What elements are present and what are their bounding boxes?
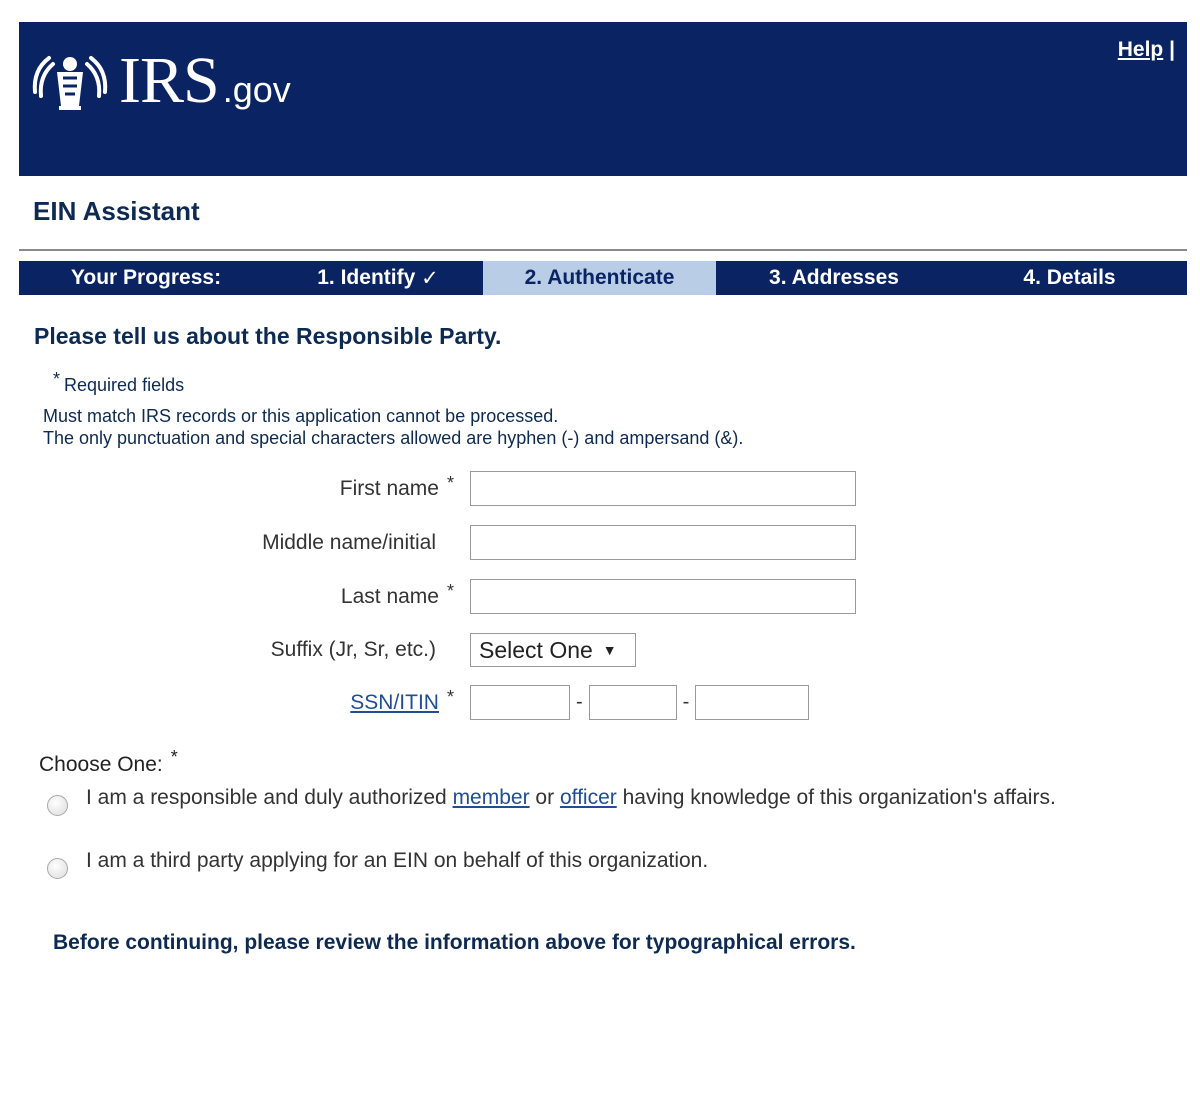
- progress-label: Your Progress:: [70, 266, 222, 289]
- option1-text-pre: I am a responsible and duly authorized: [86, 786, 453, 809]
- first-name-label-wrap: [19, 472, 454, 501]
- middle-name-label-wrap: [19, 531, 454, 555]
- option1-text-post: having knowledge of this organization's affairs.: [616, 786, 1056, 809]
- last-name-label: Last name: [340, 584, 439, 608]
- middle-name-label: Middle name/initial: [262, 530, 436, 554]
- option-third-party[interactable]: [47, 848, 1086, 879]
- first-name-row: [19, 471, 856, 506]
- choose-one-label: Choose One:: [39, 753, 163, 776]
- logo-gov-text: .gov: [222, 69, 291, 110]
- form-heading: Please tell us about the Responsible Party.: [34, 323, 502, 349]
- help-area: [1118, 38, 1175, 62]
- first-name-label: First name: [339, 476, 439, 500]
- progress-bar: [19, 261, 1187, 295]
- step-identify-label: 1. Identify: [317, 266, 416, 289]
- progress-step-details: 4. Details: [1023, 266, 1116, 289]
- suffix-selected-value: Select One: [479, 636, 593, 663]
- radio-third-party[interactable]: [47, 858, 68, 879]
- first-name-input[interactable]: [470, 471, 856, 506]
- site-header: [19, 22, 1187, 176]
- review-note: Before continuing, please review the information above for typographical errors.: [53, 931, 856, 954]
- middle-name-row: [19, 525, 856, 560]
- last-name-required-star: *: [446, 580, 454, 601]
- ssn-dash-1: -: [576, 691, 583, 713]
- ssn-required-star: *: [446, 686, 454, 707]
- option-responsible-member-text: [86, 785, 1086, 811]
- form-notes: [43, 405, 743, 449]
- last-name-row: [19, 579, 856, 614]
- help-separator: |: [1169, 38, 1175, 61]
- radio-responsible-member[interactable]: [47, 795, 68, 816]
- member-link[interactable]: member: [452, 786, 530, 809]
- option1-text-mid: or: [529, 786, 560, 809]
- checkmark-icon: ✓: [421, 266, 439, 290]
- dropdown-arrow-icon: ▼: [602, 642, 617, 658]
- progress-step-identify: [273, 261, 483, 295]
- last-name-label-wrap: [19, 580, 454, 609]
- first-name-required-star: *: [446, 472, 454, 493]
- suffix-select[interactable]: [470, 633, 636, 667]
- ssn-label-wrap: [19, 686, 454, 715]
- suffix-label: Suffix (Jr, Sr, etc.): [270, 638, 436, 661]
- progress-step-authenticate: 2. Authenticate: [483, 261, 716, 295]
- suffix-label-wrap: [19, 638, 454, 662]
- page-title: EIN Assistant: [33, 196, 200, 226]
- ssn-part2-input[interactable]: [589, 685, 677, 720]
- choose-one-label-wrap: [39, 747, 178, 777]
- required-fields-text: Required fields: [64, 375, 185, 395]
- officer-link[interactable]: officer: [559, 786, 617, 809]
- note-punctuation: The only punctuation and special characters allowed are hyphen (-) and ampersand (&).: [43, 428, 744, 448]
- form-content: [19, 295, 1187, 1005]
- title-bar: [19, 176, 1187, 251]
- required-star: *: [53, 369, 61, 389]
- eagle-logo-icon: [29, 48, 111, 114]
- ssn-row: [19, 685, 809, 720]
- page: [19, 22, 1187, 1005]
- title-divider: [19, 249, 1187, 251]
- ssn-itin-link[interactable]: SSN/ITIN: [350, 690, 439, 714]
- middle-name-input[interactable]: [470, 525, 856, 560]
- required-fields-note: [53, 369, 185, 396]
- note-match-records: Must match IRS records or this application cannot be processed.: [43, 406, 559, 426]
- progress-step-addresses: 3. Addresses: [769, 266, 899, 289]
- ssn-dash-2: -: [682, 691, 690, 713]
- help-link[interactable]: Help: [1117, 38, 1164, 61]
- ssn-inputs: [470, 685, 809, 720]
- ssn-part1-input[interactable]: [470, 685, 570, 720]
- ssn-part3-input[interactable]: [695, 685, 809, 720]
- option-third-party-text: I am a third party applying for an EIN on behalf of this organization.: [86, 849, 709, 872]
- last-name-input[interactable]: [470, 579, 856, 614]
- logo-irs-text: IRS: [119, 44, 219, 117]
- suffix-row: [19, 633, 636, 667]
- choose-required-star: *: [170, 747, 178, 767]
- option-responsible-member[interactable]: [47, 785, 1086, 816]
- irs-logo[interactable]: [29, 44, 291, 117]
